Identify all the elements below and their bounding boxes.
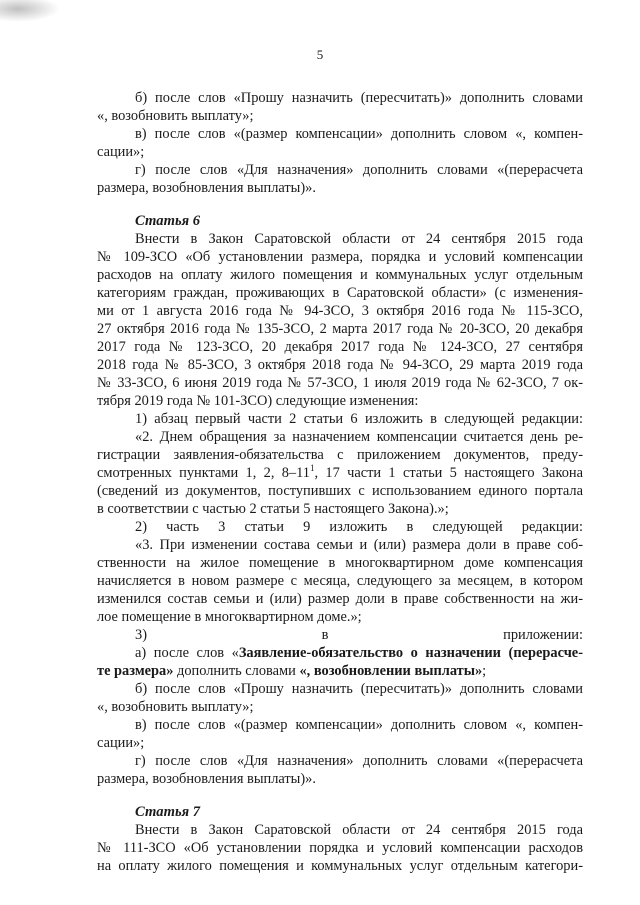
- quote-line: начисляется в новом размере с месяца, следующего за месяцем, в котором: [97, 573, 583, 589]
- paragraph-line: г) после слов «Для назначения» дополнить словами «(перерасчета: [135, 162, 583, 178]
- quote-line: «3. При изменении состава семьи и (или) размера доли в праве соб-: [135, 537, 583, 553]
- plain-text: а) после слов «: [135, 645, 239, 661]
- paragraph-line: в) после слов «(размер компенсации» дополнить словом «, компен-: [135, 717, 583, 733]
- quote-line: изменился состав семьи и (или) размер доли в праве собственности на жи-: [97, 591, 583, 607]
- paragraph-line: размера, возобновления выплаты)».: [97, 771, 316, 787]
- plain-text: дополнить словами: [173, 663, 300, 679]
- paragraph-line: [135, 644, 583, 662]
- paragraph-line: сации»;: [97, 735, 145, 751]
- paragraph-line: [97, 662, 583, 680]
- quote-text: смотренных пунктами 1, 2, 8–11: [97, 465, 310, 481]
- paragraph-line: 1) абзац первый части 2 статьи 6 изложить в следующей редакции:: [135, 411, 583, 427]
- paragraph-line: 2018 года № 85-ЗСО, 3 октября 2018 года № 94-ЗСО, 29 марта 2019 года: [97, 357, 583, 373]
- paragraph-line: «, возобновить выплату»;: [97, 699, 254, 715]
- paragraph-line: сации»;: [97, 144, 145, 160]
- bold-text: Заявление-обязательство о назначении (перерасче-: [238, 645, 583, 661]
- paragraph-line: 2) часть 3 статьи 9 изложить в следующей редакции:: [135, 519, 583, 535]
- paragraph-line: б) после слов «Прошу назначить (пересчитать)» дополнить словами: [135, 681, 583, 697]
- paragraph-line: «, возобновить выплату»;: [97, 108, 254, 124]
- quote-line: (сведений из документов, поступивших с использованием единого портала: [97, 483, 583, 499]
- plain-text: ;: [482, 663, 487, 679]
- paragraph-line: на оплату жилого помещения и коммунальных услуг отдельным категори-: [97, 858, 583, 874]
- quote-text: , 17 части 1 статьи 5 настоящего Закона: [314, 465, 583, 481]
- paragraph-line: № 109-ЗСО «Об установлении размера, порядка и условий компенсации: [97, 249, 583, 265]
- quote-line: [97, 464, 583, 482]
- paragraph-line: 3) в приложении:: [135, 627, 583, 643]
- paragraph-line: № 111-ЗСО «Об установлении порядка и условий компенсации расходов: [97, 840, 583, 856]
- paragraph-line: б) после слов «Прошу назначить (пересчитать)» дополнить словами: [135, 90, 583, 106]
- paragraph-line: № 33-ЗСО, 6 июня 2019 года № 57-ЗСО, 1 июля 2019 года № 62-ЗСО, 7 ок-: [97, 375, 583, 391]
- paragraph-line: 2017 года № 123-ЗСО, 20 декабря 2017 года № 124-ЗСО, 27 сентября: [97, 339, 583, 355]
- bold-text: «, возобновлении выплаты»: [299, 663, 483, 679]
- superscript: 1: [309, 463, 315, 474]
- bold-text: те размера»: [97, 663, 174, 679]
- page-number: 5: [316, 47, 324, 62]
- paragraph-line: тября 2019 года № 101-ЗСО) следующие изменения:: [97, 393, 419, 409]
- scan-smudge: [0, 0, 60, 22]
- paragraph-line: размера, возобновления выплаты)».: [97, 180, 316, 196]
- paragraph-line: 27 октября 2016 года № 135-ЗСО, 2 марта 2017 года № 20-ЗСО, 20 декабря: [97, 321, 583, 337]
- article-7-heading: Статья 7: [135, 804, 201, 820]
- quote-line: в соответствии с частью 2 статьи 5 настоящего Закона).»;: [97, 501, 449, 517]
- paragraph-line: ми от 1 августа 2016 года № 94-ЗСО, 3 октября 2016 года № 115-ЗСО,: [97, 303, 583, 319]
- paragraph-line: Внести в Закон Саратовской области от 24 сентября 2015 года: [135, 231, 583, 247]
- quote-line: ственности на жилое помещение в многоквартирном доме компенсация: [97, 555, 583, 571]
- quote-line: «2. Днем обращения за назначением компенсации считается день ре-: [135, 429, 583, 445]
- paragraph-line: Внести в Закон Саратовской области от 24 сентября 2015 года: [135, 822, 583, 838]
- quote-line: гистрации заявления-обязательства с приложением документов, преду-: [97, 447, 583, 463]
- article-6-heading: Статья 6: [135, 213, 201, 229]
- paragraph-line: г) после слов «Для назначения» дополнить словами «(перерасчета: [135, 753, 583, 769]
- paragraph-line: расходов на оплату жилого помещения и коммунальных услуг отдельным: [97, 267, 583, 283]
- quote-line: лое помещение в многоквартирном доме.»;: [97, 609, 362, 625]
- paragraph-line: в) после слов «(размер компенсации» дополнить словом «, компен-: [135, 126, 583, 142]
- paragraph-line: категориям граждан, проживающих в Саратовской области» (с изменения-: [97, 285, 583, 301]
